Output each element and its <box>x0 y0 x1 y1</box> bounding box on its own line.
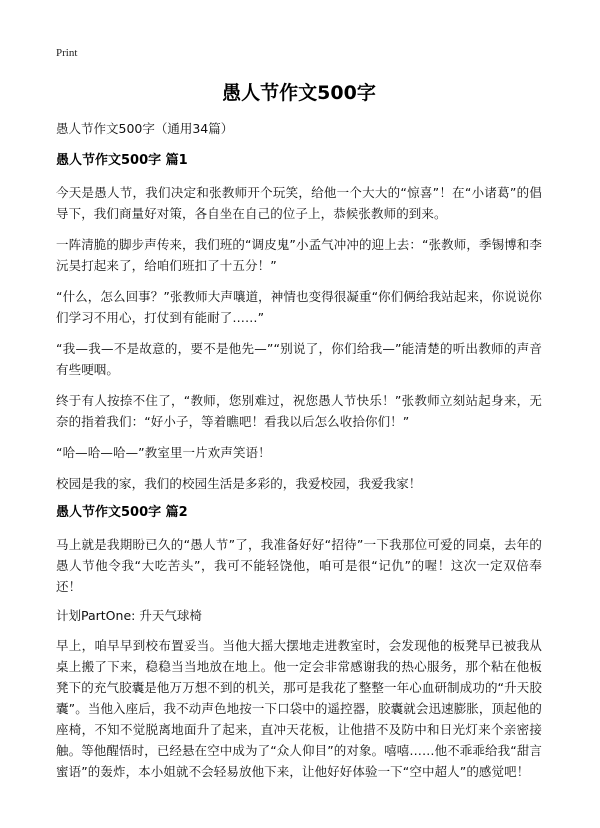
document-title: 愚人节作文500字 <box>222 82 376 104</box>
paragraph: 校园是我的家，我们的校园生活是多彩的，我爱校园，我爱我家！ <box>56 476 422 491</box>
print-label: Print <box>56 47 78 59</box>
section-heading: 愚人节作文500字 篇2 <box>56 505 188 520</box>
section-heading: 愚人节作文500字 篇1 <box>56 153 188 168</box>
paragraph: “什么，怎么回事？”张教师大声嚷道，神情也变得很凝重“你们俩给我站起来，你说说你们学习不用心，打仗到有能耐了……” <box>56 289 542 325</box>
paragraph: 马上就是我期盼已久的“愚人节”了，我准备好好“招待”一下我那位可爱的同桌，去年的愚人节他令我“大吃苦头”，我可不能轻饶他，咱可是很“记仇”的喔！这次一定双倍奉还！ <box>56 537 542 594</box>
section-1 <box>56 152 542 494</box>
paragraph: 早上，咱早早到校布置妥当。当他大摇大摆地走进教室时，会发现他的板凳早已被我从桌上搬了下来，稳稳当当地放在地上。他一定会非常感谢我的热心服务，那个粘在他板凳下的充气胶囊是他万万想不到的机关，那可是我花了整整一年心血研制成功的“升天胶囊”。当他入座后，我不动声色地按一下口袋中的遥控器，胶囊就会迅速膨胀，顶起他的座椅，不知不觉脱离地面升了起来，直冲天花板，让他措不及防中和日光灯来个亲密接触。等他醒悟时，已经悬在空中成为了“众人仰目”的对象。嘻嘻……他不乖乖给我“甜言蜜语”的轰炸，本小姐就不会轻易放他下来，让他好好体验一下“空中超人”的感觉吧！ <box>56 638 542 779</box>
paragraph: 一阵清脆的脚步声传来，我们班的“调皮鬼”小孟气冲冲的迎上去：“张教师，季锡博和李沅昊打起来了，给咱们班扣了十五分！” <box>56 237 542 273</box>
document-subtitle: 愚人节作文500字（通用34篇） <box>56 121 234 136</box>
paragraph: 终于有人按捺不住了，“教师，您别难过，祝您愚人节快乐！”张教师立刻站起身来，无奈的指着我们：“好小子，等着瞧吧！看我以后怎么收拾你们！” <box>56 393 542 429</box>
plan-heading: 计划PartOne: 升天气球椅 <box>56 608 202 623</box>
paragraph: “哈—哈—哈—”教室里一片欢声笑语！ <box>56 445 271 460</box>
paragraph: 今天是愚人节，我们决定和张教师开个玩笑，给他一个大大的“惊喜”！在“小诸葛”的倡导下，我们商量好对策，各自坐在自己的位子上，恭候张教师的到来。 <box>56 185 542 221</box>
paragraph: “我—我—不是故意的，要不是他先—”“别说了，你们给我—”能清楚的听出教师的声音有些哽咽。 <box>56 341 542 377</box>
section-2 <box>56 504 542 782</box>
